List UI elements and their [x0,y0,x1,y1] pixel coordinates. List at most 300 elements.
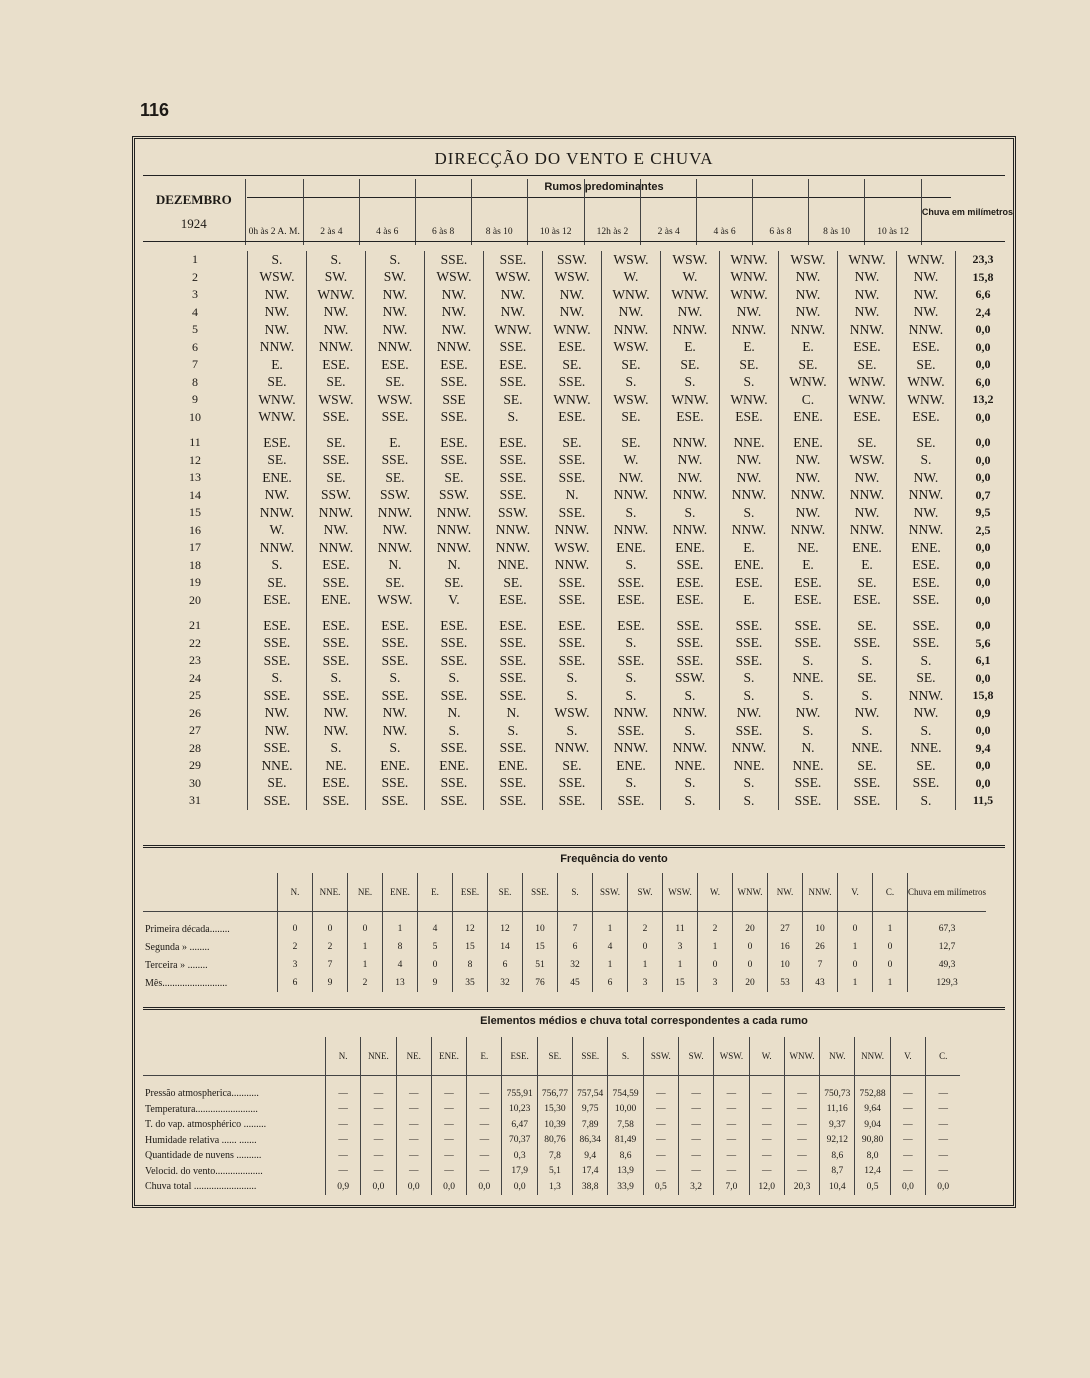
wind-direction: SE. [602,356,661,374]
element-value: — [926,1164,961,1180]
wind-direction: SSE. [307,574,366,592]
wind-direction: SSW. [366,487,425,505]
wind-direction: S. [720,775,779,793]
element-value: — [431,1102,466,1118]
day-number: 22 [189,635,201,650]
wind-direction: NW. [838,269,897,287]
wind-direction: NNW. [897,321,956,339]
day-row [143,522,1010,540]
gap-cell [366,609,425,617]
wind-direction: ESE. [425,356,484,374]
wind-direction: S. [307,670,366,688]
wind-direction: SSE. [484,635,543,653]
element-value: 750,73 [820,1076,855,1102]
direction-header: S. [608,1037,643,1076]
elements-row [143,1164,960,1180]
frequency-table [143,873,986,992]
wind-direction: WSW. [543,705,602,723]
hour-header: 6 às 8 [753,179,809,245]
frequency-value: 20 [733,912,768,939]
element-value: — [890,1102,925,1118]
wind-direction: NW. [779,304,838,322]
wind-direction: S. [602,775,661,793]
element-value: 5,1 [537,1164,572,1180]
element-value: — [326,1076,361,1102]
wind-direction: WSW. [838,452,897,470]
rain-value: 0,0 [956,452,1011,470]
wind-direction: S. [661,504,720,522]
wind-direction: WNW. [661,391,720,409]
frequency-value: 14 [488,938,523,956]
element-value: 0,0 [431,1179,466,1195]
element-value: — [467,1076,502,1102]
frequency-value: 0 [313,912,348,939]
day-number: 16 [189,522,201,537]
frequency-value: 10 [803,912,838,939]
wind-direction: SW. [307,269,366,287]
direction-header: SW. [628,873,663,912]
wind-direction: SSE. [543,504,602,522]
wind-direction: SSE. [543,652,602,670]
wind-direction: WSW. [307,391,366,409]
wind-direction: ESE. [779,592,838,610]
frequency-value: 0 [733,938,768,956]
wind-direction: SSE. [779,617,838,635]
rain-value: 15,8 [956,269,1011,287]
daily-header [143,179,1013,245]
frequency-value: 7 [803,956,838,974]
wind-direction: SSE. [425,652,484,670]
wind-direction: S. [366,251,425,269]
wind-direction: SSE. [720,635,779,653]
element-value: 86,34 [573,1133,608,1149]
day-number: 10 [189,409,201,424]
wind-direction: WSW. [602,391,661,409]
wind-direction: NNE. [897,740,956,758]
day-number: 21 [189,618,201,633]
wind-direction: NW. [661,469,720,487]
frequency-value: 4 [418,912,453,939]
day-number: 28 [189,740,201,755]
header-rule [143,241,1005,242]
wind-direction: N. [366,557,425,575]
wind-direction: SSE. [484,339,543,357]
wind-direction: SSE. [897,635,956,653]
direction-header: NNE. [313,873,348,912]
frequency-value: 0 [838,956,873,974]
wind-direction: ESE. [307,557,366,575]
wind-direction: SSE. [484,452,543,470]
wind-direction: S. [248,557,307,575]
day-row [143,269,1010,287]
wind-direction: NNW. [425,504,484,522]
element-value: 12,0 [749,1179,784,1195]
gap-cell [248,426,307,434]
wind-direction: ESE. [661,574,720,592]
wind-direction: NW. [248,722,307,740]
element-value: 0,5 [643,1179,678,1195]
wind-direction: NNW. [897,687,956,705]
rain-value: 0,0 [956,356,1011,374]
wind-direction: E. [720,339,779,357]
wind-direction: ESE. [248,592,307,610]
wind-direction: SSW. [425,487,484,505]
element-value: — [926,1148,961,1164]
frequency-value: 7 [313,956,348,974]
wind-direction: ESE. [661,409,720,427]
gap-cell [661,426,720,434]
wind-direction: SE. [779,356,838,374]
frequency-value: 15 [453,938,488,956]
wind-direction: SSE. [543,452,602,470]
rain-value: 9,5 [956,504,1011,522]
hour-header: 4 às 6 [697,179,753,245]
wind-direction: SSE. [307,409,366,427]
element-value: 9,75 [573,1102,608,1118]
gap-cell [838,609,897,617]
wind-direction: SSE. [779,635,838,653]
rain-value: 0,0 [956,557,1011,575]
element-value: 0,9 [326,1179,361,1195]
row-label: Quantidade de nuvens .......... [145,1150,262,1162]
gap-cell [720,609,779,617]
row-label: Pressão atmospherica........... [145,1088,259,1100]
frequency-value: 27 [768,912,803,939]
element-value: — [890,1076,925,1102]
day-row [143,374,1010,392]
element-value: 1,3 [537,1179,572,1195]
wind-direction: S. [602,557,661,575]
frequency-value: 0 [873,938,908,956]
wind-direction: SE. [838,356,897,374]
gap-cell [602,426,661,434]
wind-direction: ESE. [307,356,366,374]
day-row [143,652,1010,670]
wind-direction: NNW. [779,321,838,339]
wind-direction: S. [602,635,661,653]
wind-direction: ENE. [425,757,484,775]
frequency-value: 1 [838,938,873,956]
element-value: — [784,1076,819,1102]
direction-header: W. [698,873,733,912]
frequency-value: 12 [453,912,488,939]
wind-direction: ESE. [425,617,484,635]
rain-value: 0,0 [956,722,1011,740]
wind-direction: NW. [425,286,484,304]
wind-direction: S. [661,374,720,392]
wind-direction: NNE. [661,757,720,775]
gap-cell [779,609,838,617]
wind-direction: NNW. [838,522,897,540]
wind-direction: NNW. [661,434,720,452]
wind-direction: W. [602,452,661,470]
element-value: — [396,1076,431,1102]
direction-header: N. [326,1037,361,1076]
wind-direction: WNW. [838,251,897,269]
direction-header: SSW. [643,1037,678,1076]
wind-direction: S. [779,722,838,740]
wind-direction: NW. [779,452,838,470]
rain-value: 2,4 [956,304,1011,322]
element-value: 80,76 [537,1133,572,1149]
wind-direction: SSE. [779,792,838,810]
rain-value: 129,3 [908,974,987,992]
wind-direction: NW. [543,286,602,304]
elements-row [143,1076,960,1102]
wind-direction: NW. [897,286,956,304]
wind-direction: SE. [897,356,956,374]
wind-direction: NNW. [248,504,307,522]
wind-direction: SSE. [543,374,602,392]
rain-value: 0,9 [956,705,1011,723]
wind-direction: NW. [897,304,956,322]
wind-direction: NW. [779,469,838,487]
element-value: 0,0 [890,1179,925,1195]
wind-direction: WNW. [661,286,720,304]
frequency-value: 1 [873,912,908,939]
wind-direction: SW. [366,269,425,287]
direction-header: NE. [348,873,383,912]
day-number: 3 [192,287,198,302]
direction-header: SE. [537,1037,572,1076]
element-value: — [714,1164,749,1180]
wind-direction: S. [779,652,838,670]
day-number: 17 [189,540,201,555]
day-row [143,687,1010,705]
wind-direction: S. [543,687,602,705]
frequency-value: 1 [348,956,383,974]
wind-direction: SE. [897,434,956,452]
wind-direction: WNW. [248,391,307,409]
element-value: — [749,1164,784,1180]
wind-direction: W. [661,269,720,287]
wind-direction: S. [602,504,661,522]
wind-direction: WNW. [897,374,956,392]
frequency-value: 7 [558,912,593,939]
frequency-value: 9 [313,974,348,992]
wind-direction: SSE. [720,617,779,635]
table-frame [132,136,1016,1208]
wind-direction: S. [248,251,307,269]
day-row [143,409,1010,427]
wind-direction: ENE. [779,409,838,427]
wind-direction: WSW. [543,269,602,287]
rain-value: 9,4 [956,740,1011,758]
elements-row [143,1148,960,1164]
wind-direction: W. [602,269,661,287]
rain-value: 0,0 [956,321,1011,339]
wind-direction: NW. [720,452,779,470]
day-number: 18 [189,557,201,572]
wind-direction: S. [543,722,602,740]
hour-header: 12h às 2 [584,179,641,245]
wind-direction: SSE. [484,469,543,487]
wind-direction: NNW. [543,557,602,575]
gap-cell [425,426,484,434]
frequency-value: 10 [523,912,558,939]
wind-direction: WNW. [838,374,897,392]
element-value: — [467,1164,502,1180]
elements-row [143,1133,960,1149]
wind-direction: ESE. [897,339,956,357]
frequency-value: 3 [628,974,663,992]
day-number: 31 [189,793,201,808]
element-value: 6,47 [502,1117,537,1133]
wind-direction: S. [720,504,779,522]
frequency-row [143,956,986,974]
element-value: 755,91 [502,1076,537,1102]
gap-cell [307,609,366,617]
wind-direction: SSE. [307,687,366,705]
element-value: — [431,1133,466,1149]
rain-header: Chuva em milímetros [921,179,1013,245]
wind-direction: NNW. [720,487,779,505]
wind-direction: WSW. [484,269,543,287]
wind-direction: NW. [602,469,661,487]
element-value: 0,0 [396,1179,431,1195]
element-value: 9,37 [820,1117,855,1133]
wind-direction: WNW. [897,251,956,269]
rain-value: 0,0 [956,592,1011,610]
wind-direction: SSW. [484,504,543,522]
row-label: Velocid. do vento................... [145,1165,263,1177]
element-value: — [431,1076,466,1102]
element-value: — [784,1148,819,1164]
wind-direction: WSW. [602,251,661,269]
frequency-value: 12 [488,912,523,939]
direction-header: SSE. [573,1037,608,1076]
direction-header: C. [926,1037,961,1076]
wind-direction: ENE. [602,757,661,775]
elements-row [143,1179,960,1195]
wind-direction: NW. [248,321,307,339]
wind-direction: ENE. [366,757,425,775]
element-value: — [678,1148,713,1164]
direction-header: N. [278,873,313,912]
gap-cell [484,609,543,617]
element-value: — [714,1148,749,1164]
year-label: 1924 [180,216,207,231]
gap-cell [661,609,720,617]
day-row [143,775,1010,793]
direction-header: V. [890,1037,925,1076]
day-row [143,504,1010,522]
wind-direction: SE. [838,574,897,592]
wind-direction: S. [602,687,661,705]
day-number: 23 [189,653,201,668]
wind-direction: NNW. [602,321,661,339]
hour-header: 6 às 8 [415,179,471,245]
wind-direction: SE. [897,670,956,688]
wind-direction: WSW. [543,539,602,557]
direction-header: W. [749,1037,784,1076]
wind-direction: V. [425,592,484,610]
wind-direction: SSE. [366,687,425,705]
direction-header: WNW. [784,1037,819,1076]
rain-value: 49,3 [908,956,987,974]
element-value: — [467,1117,502,1133]
wind-direction: SSE. [543,574,602,592]
wind-direction: S. [484,409,543,427]
wind-direction: NNW. [484,539,543,557]
frequency-corner [143,873,278,912]
element-value: 8,6 [608,1148,643,1164]
hour-header: 10 às 12 [527,179,584,245]
wind-direction: E. [248,356,307,374]
element-value: 20,3 [784,1179,819,1195]
day-row [143,574,1010,592]
wind-direction: ENE. [779,434,838,452]
frequency-value: 9 [418,974,453,992]
wind-direction: SSE. [661,617,720,635]
wind-direction: NNW. [248,539,307,557]
element-value: — [361,1164,396,1180]
direction-header: NNW. [855,1037,890,1076]
element-value: 10,39 [537,1117,572,1133]
rain-value: 6,6 [956,286,1011,304]
wind-direction: ESE. [720,574,779,592]
wind-direction: WNW. [543,321,602,339]
element-value: — [784,1133,819,1149]
element-value: — [749,1102,784,1118]
wind-direction: NNE. [838,740,897,758]
frequency-value: 6 [558,938,593,956]
wind-direction: NNW. [602,522,661,540]
wind-direction: S. [720,687,779,705]
wind-direction: SE. [543,757,602,775]
element-value: 15,30 [537,1102,572,1118]
wind-direction: NNW. [366,539,425,557]
wind-direction: SSE. [484,670,543,688]
wind-direction: E. [720,539,779,557]
wind-direction: SSE. [543,775,602,793]
frequency-value: 8 [453,956,488,974]
wind-direction: SSE. [425,374,484,392]
frequency-value: 2 [313,938,348,956]
wind-direction: SSE. [248,740,307,758]
day-number: 20 [189,592,201,607]
wind-direction: SE. [248,452,307,470]
direction-header: SSE. [523,873,558,912]
element-value: — [643,1148,678,1164]
wind-direction: SE. [838,757,897,775]
wind-direction: NW. [307,522,366,540]
element-value: 8,0 [855,1148,890,1164]
wind-direction: SSE. [602,792,661,810]
wind-direction: SSE. [366,635,425,653]
section-rule [143,845,1005,848]
wind-direction: E. [779,557,838,575]
direction-header: C. [873,873,908,912]
wind-direction: NW. [307,321,366,339]
wind-direction: C. [779,391,838,409]
wind-direction: NNW. [661,522,720,540]
element-value: — [784,1102,819,1118]
day-row [143,452,1010,470]
wind-direction: NNW. [366,339,425,357]
element-value: — [467,1133,502,1149]
element-value: 81,49 [608,1133,643,1149]
day-row [143,339,1010,357]
frequency-value: 0 [348,912,383,939]
wind-direction: S. [661,792,720,810]
day-number: 13 [189,470,201,485]
wind-direction: NNW. [425,539,484,557]
wind-direction: N. [779,740,838,758]
wind-direction: SE. [484,574,543,592]
wind-direction: NNW. [661,740,720,758]
wind-direction: NNW. [720,321,779,339]
